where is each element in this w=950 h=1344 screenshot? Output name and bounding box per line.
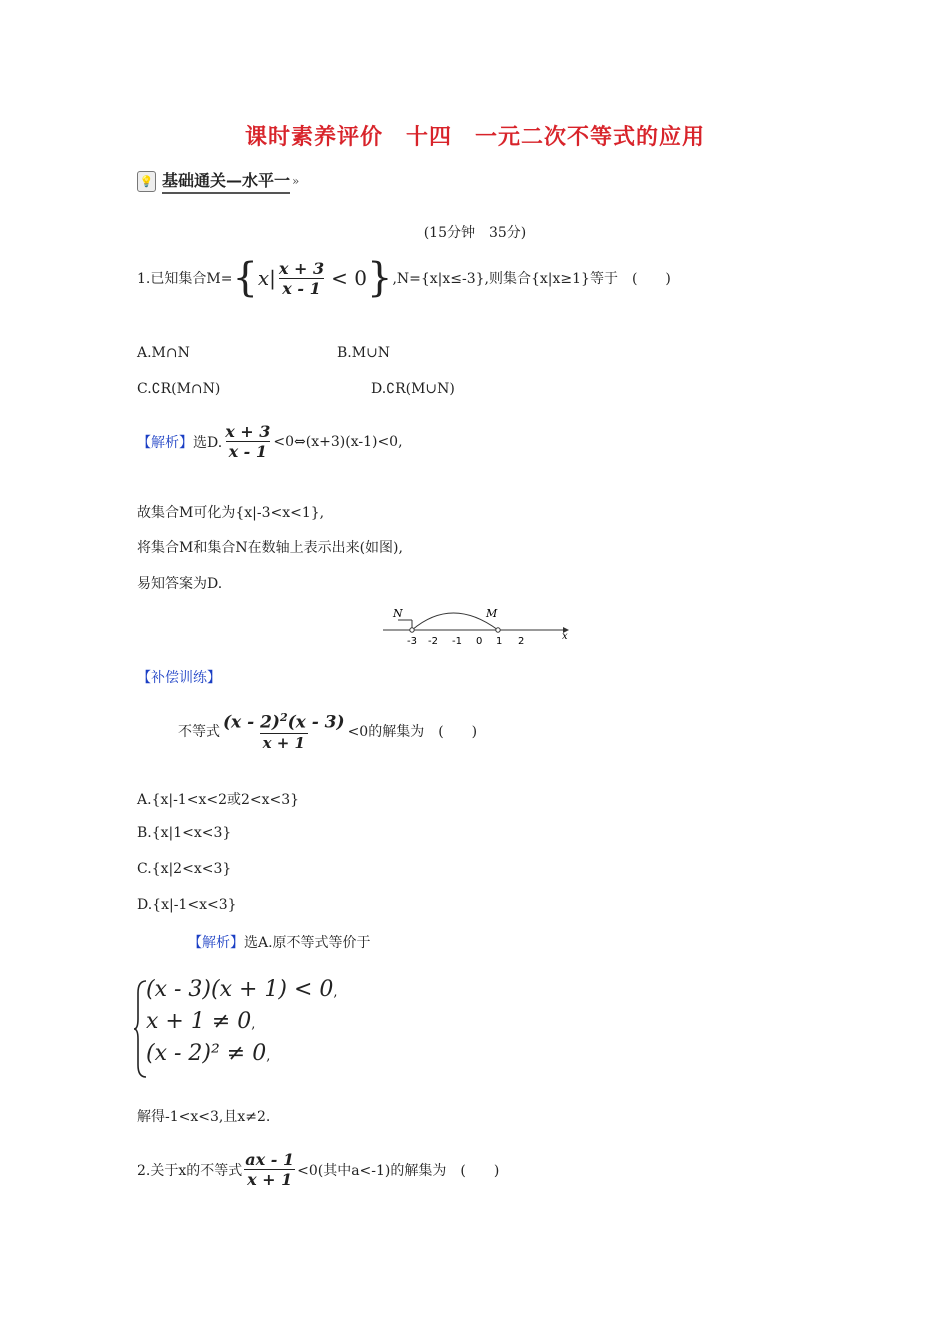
practice-solution-tag: 【解析】 bbox=[188, 935, 244, 951]
q2-fraction bbox=[242, 1150, 297, 1189]
q1-solution-tag: 【解析】 bbox=[137, 434, 193, 451]
practice-frac-den: x + 1 bbox=[260, 733, 308, 752]
tick-label: -3 bbox=[407, 636, 417, 647]
tick-label: 1 bbox=[496, 636, 503, 647]
q2-lead: 2.关于x的不等式 bbox=[137, 1162, 243, 1179]
q1-brace-open: { bbox=[232, 255, 258, 301]
open-point-1 bbox=[496, 628, 500, 632]
q2-tail: <0(其中a<-1)的解集为 ( ) bbox=[297, 1162, 500, 1179]
q1-frac-den: x - 1 bbox=[279, 278, 323, 298]
tick-label: -1 bbox=[452, 636, 462, 647]
practice-num-exp: 2 bbox=[279, 711, 288, 724]
number-line-diagram bbox=[380, 602, 575, 648]
practice-option-c: C.{x|2<x<3} bbox=[137, 861, 232, 877]
q1-frac-num: x + 3 bbox=[278, 258, 325, 278]
q2-frac-den: x + 1 bbox=[244, 1169, 295, 1189]
system-line-1: (x - 3)(x + 1) < 0, bbox=[146, 977, 338, 1002]
practice-num-b: (x - 3) bbox=[287, 712, 345, 733]
practice-tail: <0的解集为 ( ) bbox=[347, 724, 478, 741]
q1-solution-rest: <0⇔(x+3)(x-1)<0, bbox=[273, 433, 403, 450]
q1-set-relation: < 0 bbox=[331, 266, 367, 290]
practice-tag: 【补偿训练】 bbox=[137, 670, 221, 686]
q1-set-var: x| bbox=[257, 266, 276, 290]
q2-frac-num: ax - 1 bbox=[245, 1150, 295, 1169]
q1-solution-frac-num: x + 3 bbox=[225, 422, 271, 441]
practice-result: 解得-1<x<3,且x≠2. bbox=[137, 1109, 271, 1125]
section-label: 基础通关—水平一 bbox=[162, 168, 290, 194]
q1-brace-close: } bbox=[366, 255, 393, 301]
q1-solution-line-1: 故集合M可化为{x|-3<x<1}, bbox=[137, 505, 325, 521]
q1-prefix: 1.已知集合M= bbox=[137, 271, 233, 287]
practice-frac-num bbox=[220, 711, 348, 733]
label-x: x bbox=[562, 631, 568, 642]
practice-option-b: B.{x|1<x<3} bbox=[137, 825, 232, 841]
q1-suffix: ,N={x|x≤-3},则集合{x|x≥1}等于 ( ) bbox=[392, 271, 671, 287]
question-2 bbox=[137, 1150, 499, 1189]
time-note: (15分钟 35分) bbox=[423, 225, 527, 241]
practice-lead: 不等式 bbox=[178, 724, 220, 741]
label-n: N bbox=[393, 607, 403, 620]
q1-option-c: C.∁R(M∩N) bbox=[137, 381, 221, 397]
practice-solution bbox=[188, 932, 371, 952]
q1-solution bbox=[137, 422, 403, 461]
question-1 bbox=[137, 255, 671, 301]
practice-solution-text: 选A.原不等式等价于 bbox=[244, 935, 371, 951]
q1-option-a: A.M∩N bbox=[137, 345, 190, 361]
q1-solution-line-3: 易知答案为D. bbox=[137, 576, 223, 592]
q1-fraction bbox=[276, 259, 327, 298]
practice-fraction bbox=[220, 711, 348, 752]
page-title: 课时素养评价 十四 一元二次不等式的应用 bbox=[244, 125, 705, 150]
open-point-neg3 bbox=[410, 628, 414, 632]
q1-solution-lead: 选D. bbox=[193, 434, 223, 451]
practice-question bbox=[178, 711, 477, 752]
q1-option-b: B.M∪N bbox=[337, 345, 391, 361]
q1-solution-frac-den: x - 1 bbox=[226, 441, 270, 461]
practice-option-a: A.{x|-1<x<2或2<x<3} bbox=[137, 792, 300, 808]
system-line-2: x + 1 ≠ 0, bbox=[146, 1009, 256, 1034]
q1-solution-fraction bbox=[222, 422, 273, 461]
label-m: M bbox=[486, 607, 498, 620]
practice-option-d: D.{x|-1<x<3} bbox=[137, 897, 237, 913]
tick-label: -2 bbox=[428, 636, 438, 647]
tick-label: 0 bbox=[476, 636, 483, 647]
tick-label: 2 bbox=[518, 636, 525, 647]
double-chevron-icon: » bbox=[292, 174, 300, 188]
practice-num-a: (x - 2) bbox=[223, 712, 280, 733]
system-line-3: (x - 2)² ≠ 0, bbox=[146, 1041, 271, 1066]
section-header bbox=[137, 168, 299, 194]
q1-option-d: D.∁R(M∪N) bbox=[371, 381, 455, 397]
q1-solution-line-2: 将集合M和集合N在数轴上表示出来(如图), bbox=[137, 540, 403, 556]
lightbulb-icon: 💡 bbox=[137, 171, 156, 192]
